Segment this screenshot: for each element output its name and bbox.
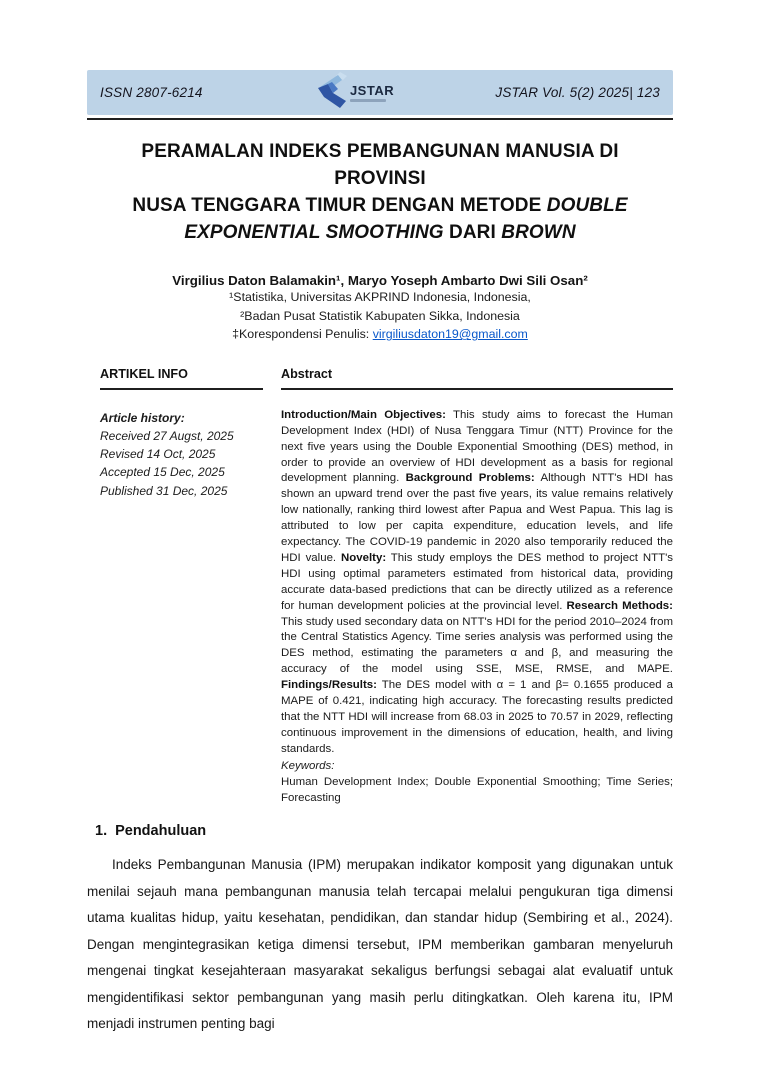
journal-header-bar [87,70,673,115]
section-heading-pendahuluan [87,823,673,839]
abstract-label-background: Background Problems: [405,472,535,485]
affiliation-2: ²Badan Pusat Statistik Kabupaten Sikka, Indonesia [240,308,520,323]
artikel-info-heading: ARTIKEL INFO [100,367,263,390]
jstar-logo [316,71,394,114]
abstract-text-findings: The DES model with α = 1 and β= 0.1655 produced a MAPE of 0.421, indicating high accuracy. The forecasting results predicted that the NTT HDI will increase from 68.03 in 2025 to 70.57 in 2029, reflecting continuous improvement in the dimensions of education, health, and living standards. [281,679,673,755]
abstract-column [281,367,673,807]
affiliation-1: ¹Statistika, Universitas AKPRIND Indonesia, Indonesia, [229,290,531,304]
paper-title [130,138,630,246]
jstar-logo-tagline [350,99,386,102]
keywords-label: Keywords: [281,759,335,772]
title-line2-italic: DOUBLE [546,195,628,216]
correspondence-line [87,325,673,344]
info-abstract-grid [87,367,673,807]
abstract-label-introduction: Introduction/Main Objectives: [281,408,446,421]
volume-page-text: JSTAR Vol. 5(2) 2025| 123 [495,85,660,100]
abstract-text [281,408,673,758]
correspondence-label: ‡Korespondensi Penulis: [232,327,373,342]
author-names: Virgilius Daton Balamakin¹, Maryo Yoseph Ambarto Dwi Sili Osan² [172,273,588,288]
correspondence-email-link[interactable]: virgiliusdaton19@gmail.com [372,327,528,342]
abstract-text-background: Although NTT's HDI has shown an upward trend over the past five years, its value remains relatively low nationally, ranking third lowest after Papua and West Papua. This lag is attributed to low per capita expenditure, education levels, and life expectancy. The COVID-19 pandemic in 2020 also temporarily reduced the HDI value. [281,472,673,564]
title-line1: PERAMALAN INDEKS PEMBANGUNAN MANUSIA DI PROVINSI [141,141,619,189]
history-published: Published 31 Dec, 2025 [100,483,228,498]
artikel-info-column [87,367,263,807]
intro-paragraph: Indeks Pembangunan Manusia (IPM) merupakan indikator komposit yang digunakan untuk menilai sejauh mana pembangunan manusia telah tercapai melalui pengukuran tiga dimensi utama kualitas hidup, yaitu kesehatan, pendidikan, dan standar hidup (Sembiring et al., 2024). Dengan mengintegrasikan ketiga dimensi tersebut, IPM memberikan gambaran menyeluruh mengenai tingkat kesejahteraan masyarakat sekaligus berfungsi sebagai alat evaluatif untuk mengidentifikasi sektor pembangunan yang masih perlu ditingkatkan. Oleh karena itu, IPM menjadi instrumen penting bagi [87,857,673,1032]
abstract-heading: Abstract [281,367,673,390]
jstar-logo-icon [316,71,348,114]
title-line3-italic2: BROWN [501,222,576,243]
header-divider [87,118,673,120]
abstract-text-novelty: This study employs the DES method to project NTT's HDI using optimal parameters estimated from historical data, providing accurate data-based predictions that can be directly utilized as a reference for human development policies at the provincial level. [281,551,673,612]
section-number: 1. [95,823,108,840]
title-line3-italic1: EXPONENTIAL SMOOTHING [184,222,444,243]
abstract-text-methods: This study used secondary data on NTT's HDI for the period 2010–2024 from the Central Statistics Agency. Time series analysis was performed using the DES method, estimating the parameters α and β, and measuring the accuracy of the model using SSE, MSE, RMSE, and MAPE. [281,615,673,676]
abstract-label-novelty: Novelty: [341,551,387,564]
article-history-label: Article history: [100,410,185,425]
title-line2-normal: NUSA TENGGARA TIMUR DENGAN METODE [132,195,547,216]
title-line3-normal: DARI [443,222,502,243]
jstar-logo-word: JSTAR [349,82,395,98]
abstract-label-findings: Findings/Results: [281,679,377,692]
issn-text: ISSN 2807-6214 [100,85,203,100]
column-gap [263,367,281,807]
abstract-label-methods: Research Methods: [566,599,673,612]
keywords-text: Human Development Index; Double Exponential Smoothing; Time Series; Forecasting [281,775,673,804]
history-revised: Revised 14 Oct, 2025 [100,447,216,462]
abstract-text-introduction: This study aims to forecast the Human Development Index (HDI) of Nusa Tenggara Timur (NTT) Province for the next five years using the Double Exponential Smoothing (DES) method, in order to provide an overview of HDI development as a basis for regional development planning. [281,408,674,485]
section-title: Pendahuluan [115,823,207,840]
history-accepted: Accepted 15 Dec, 2025 [100,465,225,480]
history-received: Received 27 Augst, 2025 [100,428,234,443]
jstar-logo-text [350,84,394,102]
